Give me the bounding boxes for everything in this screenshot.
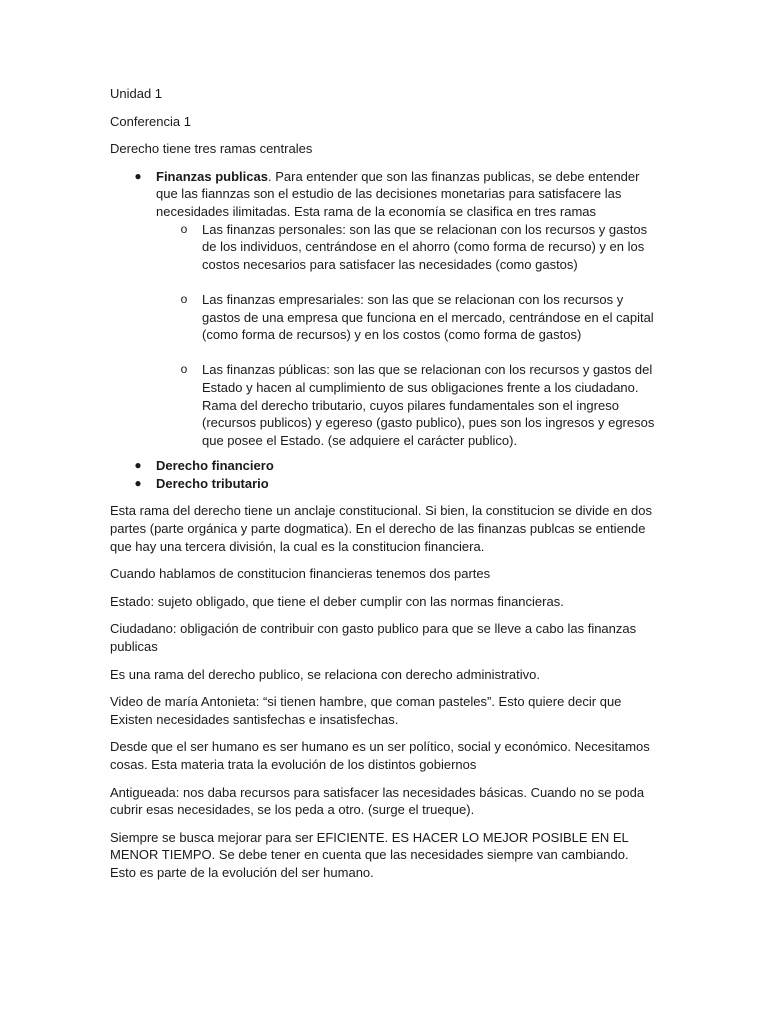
sub-bullet-marker: o	[180, 362, 188, 377]
bullet-marker: ●	[134, 458, 142, 473]
list-item	[156, 221, 655, 274]
sub-item-text: Las finanzas públicas: son las que se relacionan con los recursos y gastos del Estado y hacen al cumplimiento de sus obligaciones frente a los ciudadano. Rama del derecho tributario, cuyos pilares fundamentales son el ingreso (recursos publicos) y egereso (gasto publico), pues son los ingresos y egresos que posee el Estado. (se adquiere el carácter publico).	[202, 362, 655, 448]
list-item	[156, 361, 655, 449]
paragraph: Esta rama del derecho tiene un anclaje constitucional. Si bien, la constitucion se divide en dos partes (parte orgánica y parte dogmatica). En el derecho de las finanzas publcas se entiende que hay una tercera división, la cual es la constitucion financiera.	[110, 503, 652, 554]
branch-text: . Para entender que son las finanzas publicas, se debe entender que las fiannzas son el estudio de las decisiones monetarias para satisfacere las necesidades ilimitadas. Esta rama de la economía se clasifica en tres ramas	[156, 168, 640, 219]
sub-bullet-marker: o	[180, 291, 188, 306]
sub-item-text: Las finanzas personales: son las que se relacionan con los recursos y gastos de los individuos, centrándose en el ahorro (como forma de recurso) y en los costos necesarios para satisfacer las necesidades (como gastos)	[202, 221, 648, 272]
bullet-marker: ●	[134, 168, 142, 183]
branch-title: Finanzas publicas	[156, 168, 268, 184]
sub-item-text: Las finanzas empresariales: son las que se relacionan con los recursos y gastos de una empresa que funciona en el mercado, centrándose en el capital (como forma de recursos) y en los costos (como forma de gastos)	[202, 291, 654, 343]
conference-heading: Conferencia 1	[110, 113, 191, 129]
paragraph: Antigueada: nos daba recursos para satisfacer las necesidades básicas. Cuando no se poda cubrir esas necesidades, se los peda a otro. (surge el trueque).	[110, 784, 645, 818]
paragraph: Desde que el ser humano es ser humano es un ser político, social y económico. Necesitamos cosas. Esta materia trata la evolución de los distintos gobiernos	[110, 739, 650, 772]
list-item	[110, 475, 655, 493]
paragraph: Ciudadano: obligación de contribuir con gasto publico para que se lleve a cabo las finanzas publicas	[110, 621, 637, 655]
list-item	[110, 457, 655, 475]
paragraph: Cuando hablamos de constitucion financieras tenemos dos partes	[110, 566, 491, 582]
bullet-marker: ●	[134, 475, 142, 490]
sub-list	[156, 221, 655, 450]
unit-heading: Unidad 1	[110, 86, 163, 101]
branch-title: Derecho tributario	[156, 475, 269, 491]
intro-line: Derecho tiene tres ramas centrales	[110, 141, 313, 157]
branch-title: Derecho financiero	[156, 458, 274, 474]
branches-list	[110, 168, 655, 493]
sub-bullet-marker: o	[180, 221, 188, 236]
list-item	[110, 168, 655, 450]
paragraph: Es una rama del derecho publico, se relaciona con derecho administrativo.	[110, 666, 540, 682]
list-item	[156, 291, 655, 344]
paragraph: Estado: sujeto obligado, que tiene el deber cumplir con las normas financieras.	[110, 593, 564, 609]
paragraph: Video de maría Antonieta: “si tienen hambre, que coman pasteles”. Esto quiere decir que Existen necesidades santisfechas e insatisfechas.	[110, 694, 622, 727]
document-page	[110, 85, 655, 892]
paragraph: Siempre se busca mejorar para ser EFICIENTE. ES HACER LO MEJOR POSIBLE EN EL MENOR TIEMPO. Se debe tener en cuenta que las necesidades siempre van cambiando. Esto es parte de la evolución del ser humano.	[110, 829, 629, 880]
